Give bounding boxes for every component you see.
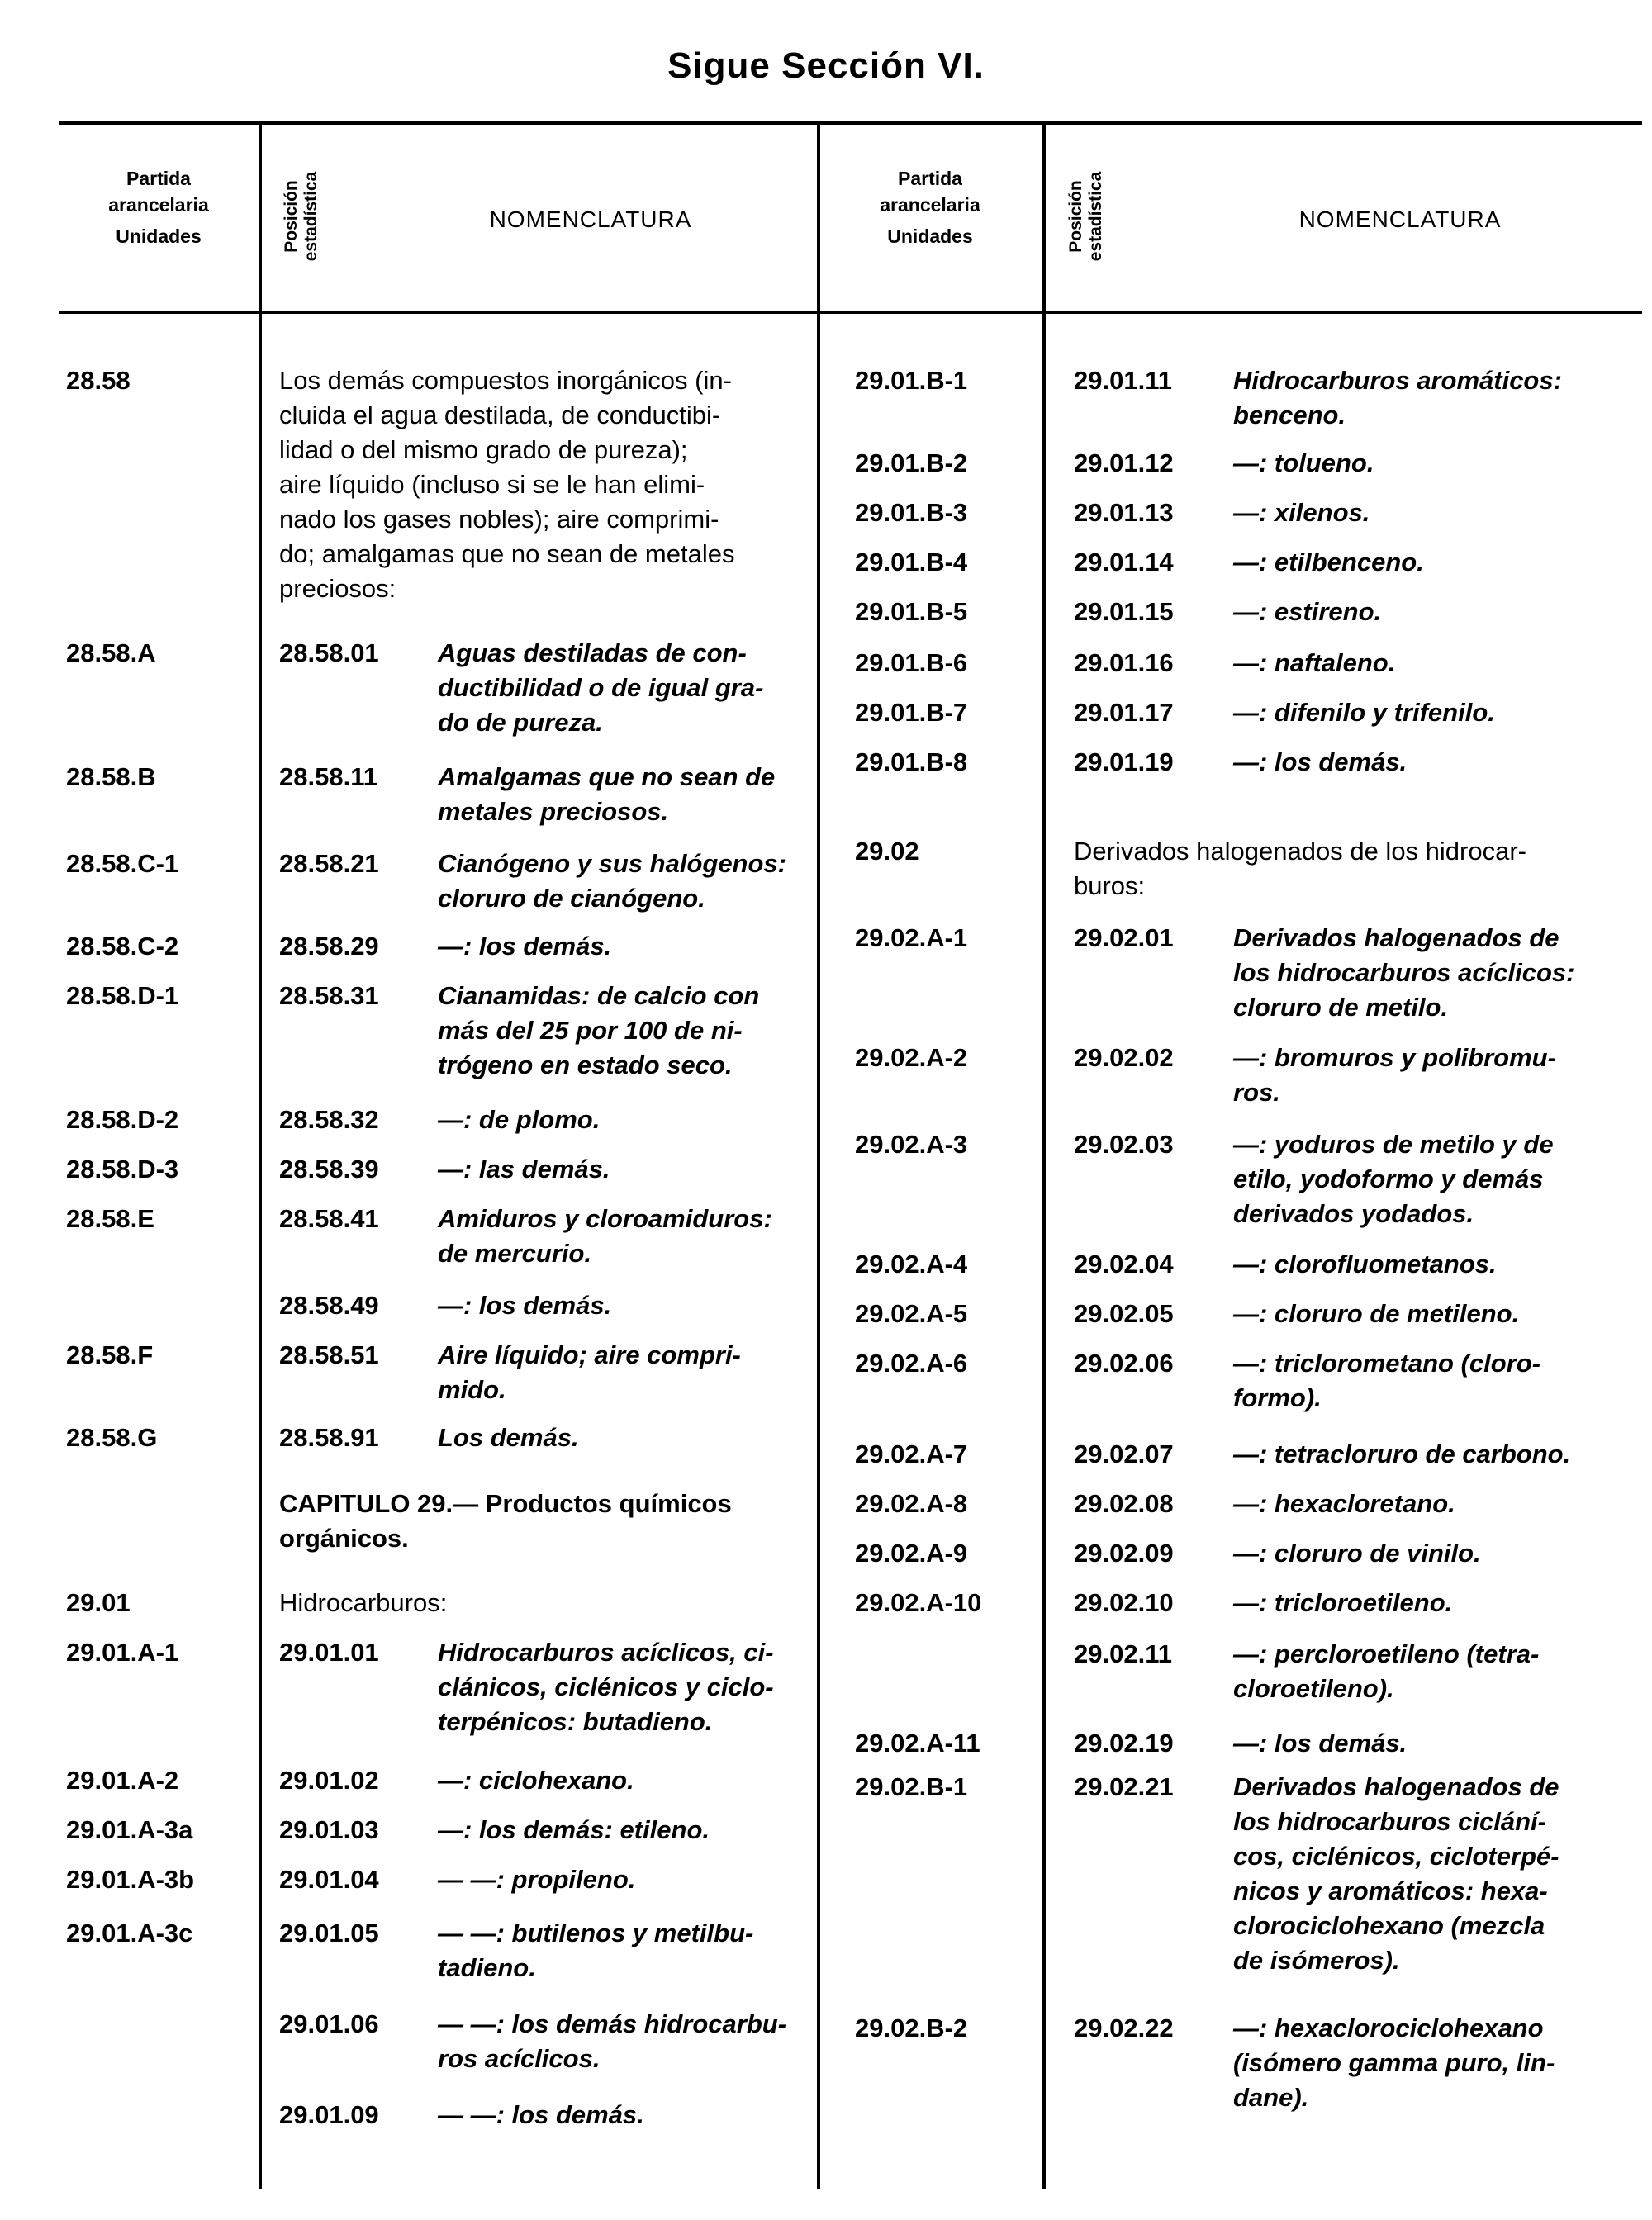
nomenclature-line: formo). — [1233, 1383, 1322, 1412]
nomenclature-line: — —: los demás hidrocarbu- — [438, 2009, 787, 2038]
posicion-code: 28.58.41 — [279, 1204, 379, 1233]
nomenclature-line: —: de plomo. — [438, 1105, 601, 1134]
partida-code: 29.01.A-3c — [66, 1919, 193, 1947]
posicion-code: 29.02.07 — [1074, 1440, 1174, 1468]
partida-code: 29.02.A-5 — [855, 1299, 968, 1328]
nomenclature-line: cloruro de cianógeno. — [438, 884, 705, 913]
nomenclature-line: benceno. — [1233, 401, 1346, 429]
partida-code: 29.02 — [855, 837, 919, 866]
posicion-code: 28.58.29 — [279, 932, 379, 961]
nomenclature-line: cloruro de metilo. — [1233, 993, 1449, 1022]
posicion-code: 29.02.09 — [1074, 1539, 1174, 1568]
partida-code: 29.01.B-4 — [855, 548, 968, 576]
nomenclature-line: —: naftaleno. — [1233, 648, 1396, 677]
nomenclature-line: clánicos, ciclénicos y ciclo- — [438, 1672, 774, 1701]
nomenclature-line: Los demás. — [438, 1423, 579, 1452]
posicion-code: 29.02.04 — [1074, 1250, 1174, 1278]
nomenclature-line: Amiduros y cloroamiduros: — [438, 1204, 772, 1233]
nomenclature-line: —: triclorometano (cloro- — [1233, 1349, 1541, 1378]
nomenclature-line: dane). — [1233, 2083, 1309, 2112]
nomenclature-line: —: hexaclorociclohexano — [1233, 2014, 1544, 2042]
nomenclature-line: —: etilbenceno. — [1233, 548, 1424, 576]
posicion-code: 29.02.22 — [1074, 2014, 1174, 2042]
partida-code: 29.01.B-6 — [855, 648, 968, 677]
nomenclature-line: —: los demás. — [438, 1291, 612, 1320]
nomenclature-line: do de pureza. — [438, 708, 603, 737]
partida-code: 29.01.B-8 — [855, 747, 968, 776]
nomenclature-line: metales preciosos. — [438, 797, 669, 826]
partida-code: 29.02.A-4 — [855, 1250, 968, 1278]
posicion-code: 29.01.01 — [279, 1638, 379, 1667]
partida-code: 29.02.B-2 — [855, 2014, 968, 2042]
nomenclature-line: Derivados halogenados de los hidrocar- — [1074, 837, 1526, 866]
posicion-code: 29.02.19 — [1074, 1729, 1174, 1758]
nomenclature-line: —: estireno. — [1233, 597, 1382, 626]
nomenclature-line: Hidrocarburos acíclicos, ci- — [438, 1638, 774, 1667]
partida-code: 28.58.C-2 — [66, 932, 179, 961]
header-nomenclatura: NOMENCLATURA — [1298, 206, 1502, 232]
posicion-code: 29.02.10 — [1074, 1588, 1174, 1617]
partida-code: 29.01.A-3b — [66, 1865, 195, 1894]
nomenclature-line: — —: butilenos y metilbu- — [438, 1919, 754, 1947]
nomenclature-line: orgánicos. — [279, 1524, 409, 1553]
nomenclature-line: Los demás compuestos inorgánicos (in- — [279, 366, 732, 395]
partida-code: 29.02.A-6 — [855, 1349, 968, 1378]
posicion-code: 29.02.08 — [1074, 1489, 1174, 1518]
nomenclature-line: — —: propileno. — [438, 1865, 636, 1894]
nomenclature-line: Aire líquido; aire compri- — [438, 1340, 741, 1369]
partida-code: 29.02.A-8 — [855, 1489, 968, 1518]
partida-code: 29.01.A-1 — [66, 1638, 179, 1667]
nomenclature-line: ros acíclicos. — [438, 2044, 601, 2073]
partida-code: 28.58.D-2 — [66, 1105, 179, 1134]
posicion-code: 29.01.15 — [1074, 597, 1174, 626]
nomenclature-line: de mercurio. — [438, 1239, 592, 1268]
nomenclature-line: mido. — [438, 1375, 506, 1404]
posicion-code: 28.58.49 — [279, 1291, 379, 1320]
column-divider — [259, 122, 262, 2189]
nomenclature-line: ros. — [1233, 1078, 1280, 1107]
nomenclature-line: los hidrocarburos acíclicos: — [1233, 958, 1575, 987]
nomenclature-line: cluida el agua destilada, de conductibi- — [279, 401, 721, 429]
partida-code: 28.58.G — [66, 1423, 158, 1452]
nomenclature-line: los hidrocarburos ciclání- — [1233, 1807, 1546, 1836]
nomenclature-line: —: cloruro de metileno. — [1233, 1299, 1520, 1328]
posicion-code: 29.02.11 — [1074, 1639, 1172, 1668]
nomenclature-line: —: difenilo y trifenilo. — [1233, 698, 1495, 727]
partida-code: 29.02.A-3 — [855, 1130, 968, 1159]
partida-code: 28.58.D-3 — [66, 1155, 179, 1184]
posicion-code: 29.01.06 — [279, 2009, 379, 2038]
posicion-code: 29.01.16 — [1074, 648, 1174, 677]
nomenclature-line: — —: los demás. — [438, 2100, 644, 2129]
header-bottom-rule — [59, 311, 1642, 314]
posicion-code: 29.01.14 — [1074, 548, 1174, 576]
nomenclature-line: más del 25 por 100 de ni- — [438, 1016, 743, 1045]
partida-code: 29.01.B-2 — [855, 448, 968, 477]
posicion-code: 29.02.02 — [1074, 1043, 1174, 1072]
nomenclature-line: —: tolueno. — [1233, 448, 1374, 477]
partida-code: 28.58 — [66, 366, 131, 395]
header-nomenclatura: NOMENCLATURA — [489, 206, 692, 232]
nomenclature-line: —: los demás. — [438, 932, 612, 961]
nomenclature-line: CAPITULO 29.— Productos químicos — [279, 1489, 732, 1518]
nomenclature-line: etilo, yodoformo y demás — [1233, 1165, 1544, 1193]
nomenclature-line: Cianamidas: de calcio con — [438, 981, 760, 1010]
partida-code: 28.58.C-1 — [66, 849, 179, 878]
posicion-code: 29.02.03 — [1074, 1130, 1174, 1159]
nomenclature-line: —: tetracloruro de carbono. — [1233, 1440, 1571, 1468]
nomenclature-line: lidad o del mismo grado de pureza); — [279, 435, 688, 464]
posicion-code: 29.02.21 — [1074, 1772, 1174, 1801]
nomenclature-line: preciosos: — [279, 574, 396, 603]
posicion-code: 29.01.11 — [1074, 366, 1172, 395]
posicion-code: 29.01.13 — [1074, 498, 1174, 527]
posicion-code: 29.01.09 — [279, 2100, 379, 2129]
posicion-code: 29.01.17 — [1074, 698, 1174, 727]
posicion-code: 29.01.04 — [279, 1865, 379, 1894]
nomenclature-line: —: clorofluometanos. — [1233, 1250, 1497, 1278]
nomenclature-line: derivados yodados. — [1233, 1199, 1474, 1228]
partida-code: 29.02.A-1 — [855, 923, 968, 952]
posicion-code: 28.58.39 — [279, 1155, 379, 1184]
posicion-code: 28.58.21 — [279, 849, 379, 878]
partida-code: 28.58.B — [66, 762, 156, 791]
table-top-rule — [59, 121, 1642, 125]
nomenclature-line: tadieno. — [438, 1953, 536, 1982]
partida-code: 29.01.B-1 — [855, 366, 968, 395]
column-divider — [817, 122, 820, 2189]
header-partida: Partida arancelaria Unidades — [880, 168, 980, 247]
posicion-code: 28.58.51 — [279, 1340, 379, 1369]
nomenclature-line: Hidrocarburos: — [279, 1588, 448, 1617]
nomenclature-line: —: xilenos. — [1233, 498, 1370, 527]
partida-code: 29.02.A-2 — [855, 1043, 968, 1072]
header-partida: Partida arancelaria Unidades — [108, 168, 209, 247]
partida-code: 29.02.A-10 — [855, 1588, 982, 1617]
header-posicion: Posición estadística — [1066, 171, 1105, 262]
nomenclature-line: —: yoduros de metilo y de — [1233, 1130, 1554, 1159]
posicion-code: 29.02.01 — [1074, 923, 1174, 952]
posicion-code: 29.01.03 — [279, 1815, 379, 1844]
nomenclature-line: do; amalgamas que no sean de metales — [279, 539, 735, 568]
nomenclature-line: Hidrocarburos aromáticos: — [1233, 366, 1562, 395]
partida-code: 29.01.A-3a — [66, 1815, 193, 1844]
posicion-code: 29.01.19 — [1074, 747, 1174, 776]
nomenclature-line: Derivados halogenados de — [1233, 1772, 1559, 1801]
partida-code: 29.01.B-7 — [855, 698, 968, 727]
nomenclature-line: Amalgamas que no sean de — [438, 762, 776, 791]
nomenclature-line: —: percloroetileno (tetra- — [1233, 1639, 1540, 1668]
nomenclature-line: cloroetileno). — [1233, 1674, 1394, 1703]
posicion-code: 28.58.32 — [279, 1105, 379, 1134]
posicion-code: 29.01.05 — [279, 1919, 379, 1947]
nomenclature-line: ductibilidad o de igual gra- — [438, 673, 764, 702]
nomenclature-line: —: los demás. — [1233, 747, 1408, 776]
nomenclature-line: —: hexacloretano. — [1233, 1489, 1455, 1518]
posicion-code: 29.02.05 — [1074, 1299, 1174, 1328]
posicion-code: 29.01.02 — [279, 1766, 379, 1795]
partida-code: 28.58.E — [66, 1204, 154, 1233]
column-divider — [1042, 122, 1046, 2189]
page-title: Sigue Sección VI. — [667, 45, 985, 86]
nomenclature-line: trógeno en estado seco. — [438, 1051, 733, 1079]
nomenclature-line: (isómero gamma puro, lin- — [1233, 2048, 1555, 2077]
partida-code: 29.02.A-9 — [855, 1539, 968, 1568]
nomenclature-line: de isómeros). — [1233, 1946, 1400, 1975]
partida-code: 29.01.A-2 — [66, 1766, 179, 1795]
nomenclature-line: Derivados halogenados de — [1233, 923, 1559, 952]
partida-code: 28.58.D-1 — [66, 981, 179, 1010]
nomenclature-line: —: las demás. — [438, 1155, 610, 1184]
partida-code: 28.58.A — [66, 638, 156, 667]
nomenclature-line: nado los gases nobles); aire comprimi- — [279, 505, 719, 534]
nomenclature-line: terpénicos: butadieno. — [438, 1707, 713, 1736]
partida-code: 29.01.B-5 — [855, 597, 968, 626]
nomenclature-line: aire líquido (incluso si se le han elimi- — [279, 470, 705, 499]
nomenclature-line: buros: — [1074, 871, 1146, 900]
nomenclature-line: —: cloruro de vinilo. — [1233, 1539, 1481, 1568]
nomenclature-line: clorociclohexano (mezcla — [1233, 1911, 1545, 1940]
posicion-code: 28.58.31 — [279, 981, 379, 1010]
nomenclature-line: —: los demás. — [1233, 1729, 1408, 1758]
nomenclature-line: Aguas destiladas de con- — [438, 638, 747, 667]
partida-code: 29.02.A-7 — [855, 1440, 968, 1468]
header-posicion: Posición estadística — [282, 171, 320, 262]
partida-code: 28.58.F — [66, 1340, 154, 1369]
partida-code: 29.02.A-11 — [855, 1729, 980, 1758]
nomenclature-line: —: bromuros y polibromu- — [1233, 1043, 1556, 1072]
posicion-code: 29.02.06 — [1074, 1349, 1174, 1378]
posicion-code: 28.58.01 — [279, 638, 379, 667]
nomenclature-line: —: ciclohexano. — [438, 1766, 634, 1795]
nomenclature-line: —: los demás: etileno. — [438, 1815, 710, 1844]
posicion-code: 28.58.11 — [279, 762, 377, 791]
nomenclature-line: —: tricloroetileno. — [1233, 1588, 1453, 1617]
partida-code: 29.01 — [66, 1588, 131, 1617]
partida-code: 29.02.B-1 — [855, 1772, 968, 1801]
nomenclature-line: Cianógeno y sus halógenos: — [438, 849, 786, 878]
nomenclature-line: cos, ciclénicos, cicloterpé- — [1233, 1842, 1559, 1871]
nomenclature-line: nicos y aromáticos: hexa- — [1233, 1876, 1548, 1905]
posicion-code: 28.58.91 — [279, 1423, 379, 1452]
posicion-code: 29.01.12 — [1074, 448, 1174, 477]
partida-code: 29.01.B-3 — [855, 498, 968, 527]
